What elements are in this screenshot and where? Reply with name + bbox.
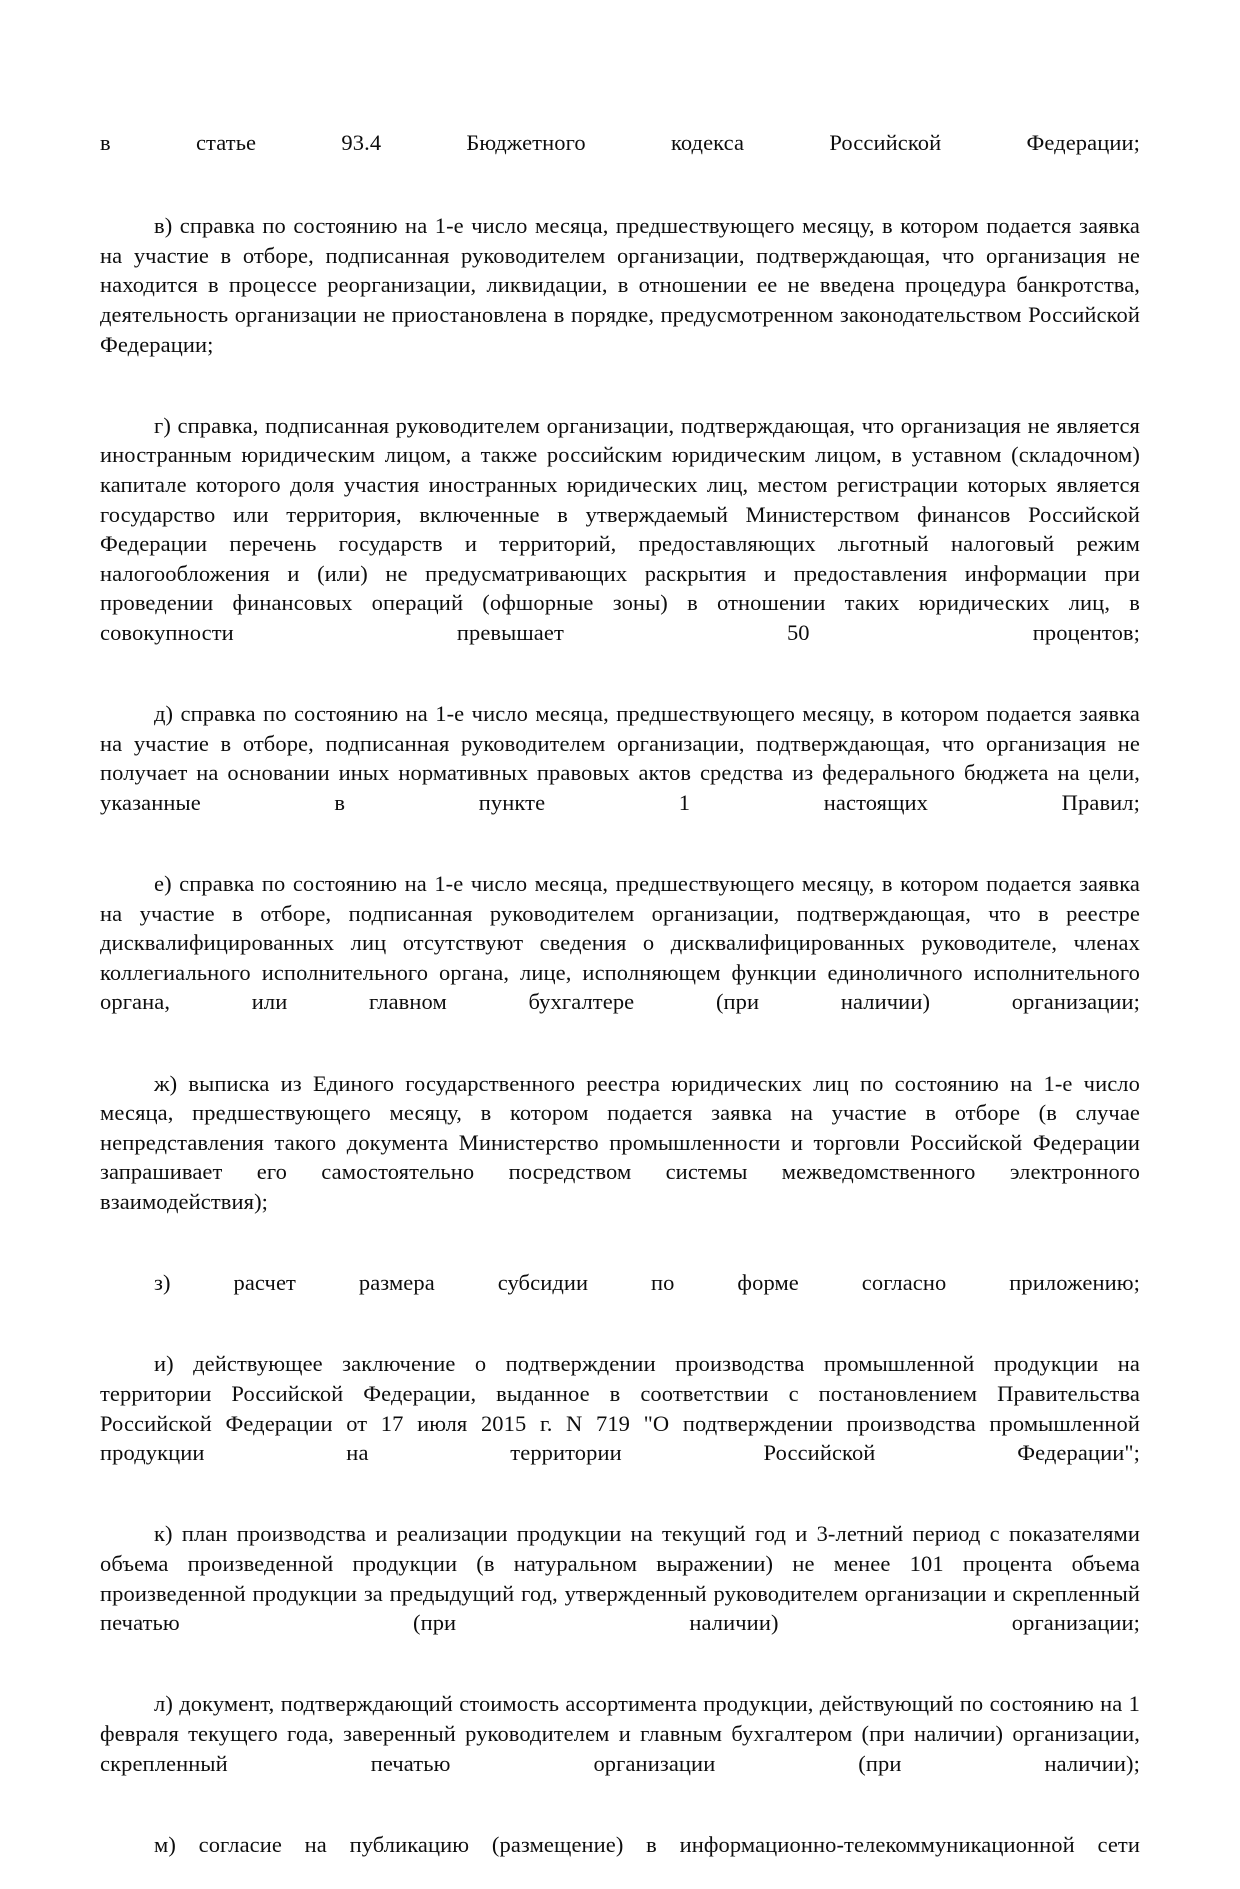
paragraph-item-l: л) документ, подтверждающий стоимость ассортимента продукции, действующий по состоянию на 1 февраля текущего года, заверенный руководителем и главным бухгалтером (при наличии) организации, скрепленный печатью организации (при наличии); xyxy=(100,1691,1140,1776)
paragraph-item-m: м) согласие на публикацию (размещение) в информационно-телекоммуникационной сети xyxy=(154,1831,1140,1857)
paragraph-item-z: з) расчет размера субсидии по форме согласно приложению; xyxy=(154,1270,1140,1296)
paragraph-item-d: д) справка по состоянию на 1-е число месяца, предшествующего месяцу, в котором подается заявка на участие в отборе, подписанная руководителем организации, подтверждающая, что организация не получает на основании иных нормативных правовых актов средства из федерального бюджета на цели, указанные в пункте 1 настоящих Правил; xyxy=(100,701,1140,815)
paragraph-item-zh: ж) выписка из Единого государственного реестра юридических лиц по состоянию на 1-е число месяца, предшествующего месяцу, в котором подается заявка на участие в отборе (в случае непредставления такого документа Министерство промышленности и торговли Российской Федерации запрашивает его самостоятельно посредством системы межведомственного электронного взаимодействия); xyxy=(100,1070,1140,1214)
paragraph-item-k: к) план производства и реализации продукции на текущий год и 3-летний период с показателями объема произведенной продукции (в натуральном выражении) не менее 101 процента объема произведенной продукции за предыдущий год, утвержденный руководителем организации и скрепленный печатью (при наличии) организации; xyxy=(100,1521,1140,1636)
document-text-body xyxy=(100,128,1140,1889)
paragraph-continuation-line: в статье 93.4 Бюджетного кодекса Российской Федерации; xyxy=(100,130,1140,155)
paragraph-item-g: г) справка, подписанная руководителем организации, подтверждающая, что организация не является иностранным юридическим лицом, а также российским юридическим лицом, в уставном (складочном) капитале которого доля участия иностранных юридических лиц, местом регистрации которых является государство или территория, включенные в утверждаемый Министерством финансов Российской Федерации перечень государств и территорий, предоставляющих льготный налоговый режим налогообложения и (или) не предусматривающих раскрытия и предоставления информации при проведении финансовых операций (офшорные зоны) в отношении таких юридических лиц, в совокупности превышает 50 процентов; xyxy=(100,412,1140,645)
paragraph-item-v: в) справка по состоянию на 1-е число месяца, предшествующего месяцу, в котором подается заявка на участие в отборе, подписанная руководителем организации, подтверждающая, что организация не находится в процессе реорганизации, ликвидации, в отношении ее не введена процедура банкротства, деятельность организации не приостановлена в порядке, предусмотренном законодательством Российской Федерации; xyxy=(100,213,1140,357)
paragraph-item-i: и) действующее заключение о подтверждении производства промышленной продукции на территории Российской Федерации, выданное в соответствии с постановлением Правительства Российской Федерации от 17 июля 2015 г. N 719 "О подтверждении производства промышленной продукции на территории Российской Федерации"; xyxy=(100,1351,1140,1466)
paragraph-item-e: е) справка по состоянию на 1-е число месяца, предшествующего месяцу, в котором подается заявка на участие в отборе, подписанная руководителем организации, подтверждающая, что в реестре дисквалифицированных лиц отсутствуют сведения о дисквалифицированных руководителе, членах коллегиального исполнительного органа, лице, исполняющем функции единоличного исполнительного органа, или главном бухгалтере (при наличии) организации; xyxy=(100,871,1140,1015)
